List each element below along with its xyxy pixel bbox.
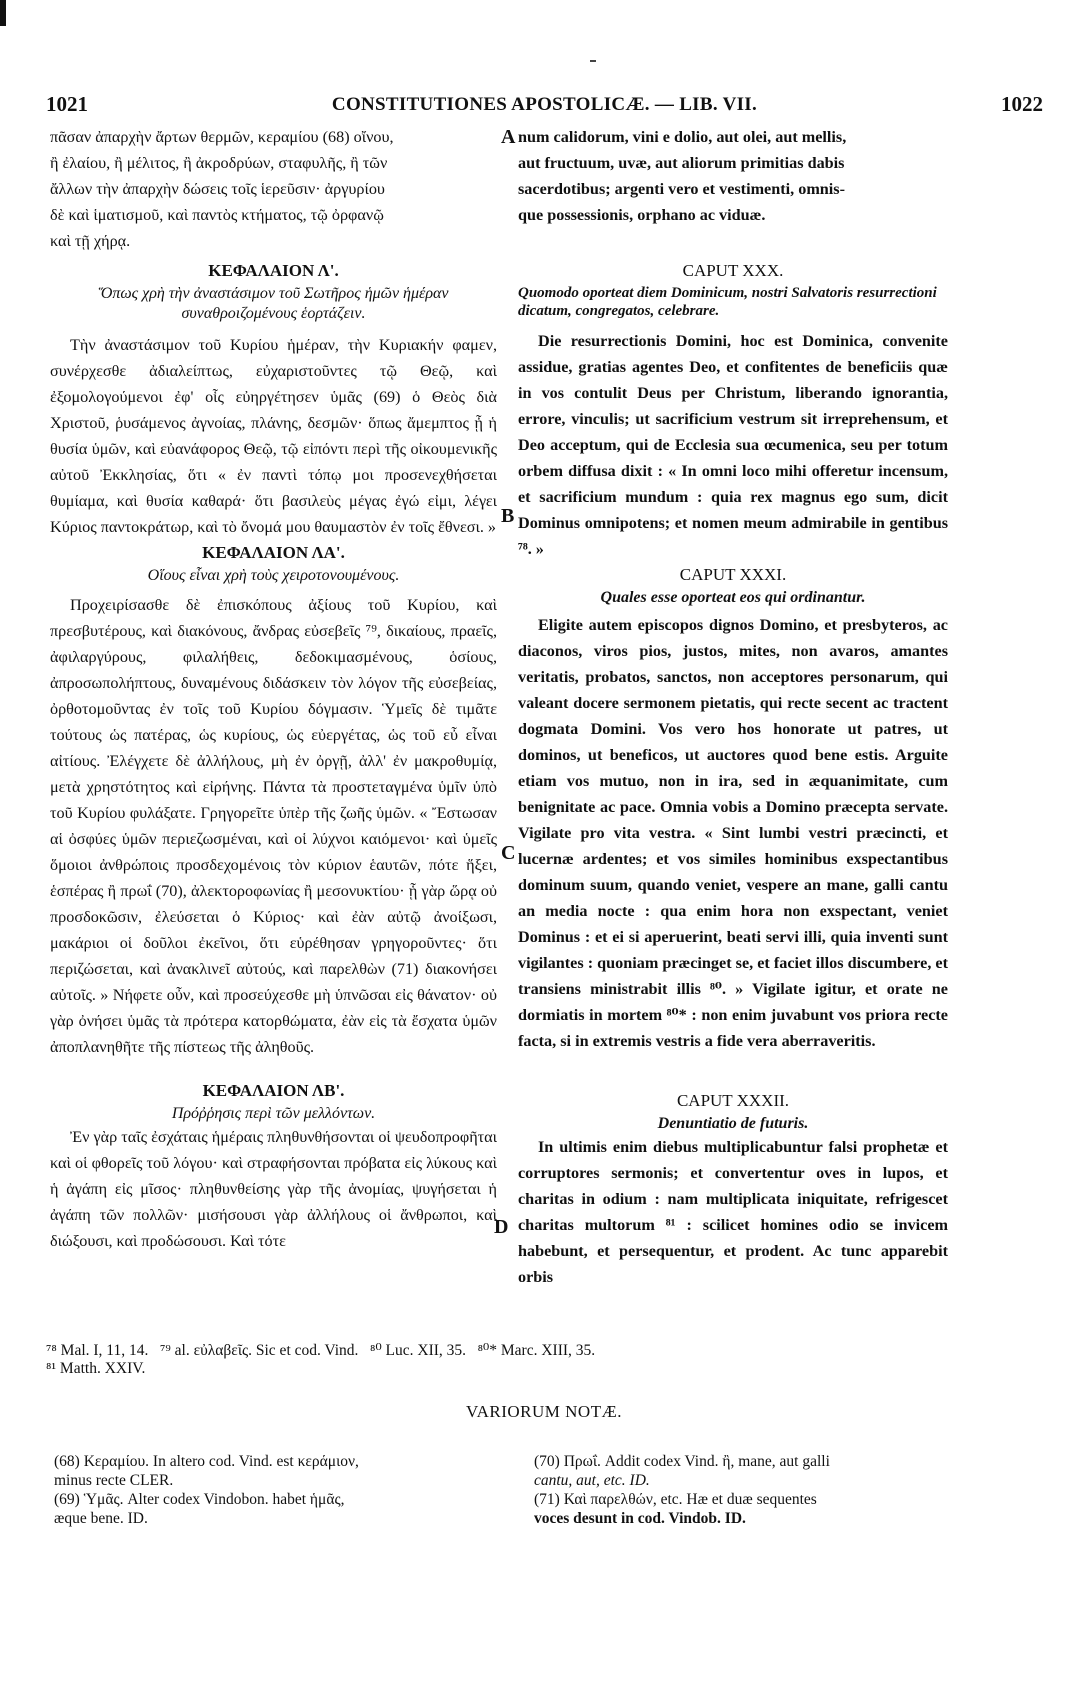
text-line: ἄλλων τὴν ἀπαρχὴν δώσεις τοῖς ἱερεῦσιν· ἀργυρίου — [50, 180, 385, 198]
text-line: que possessionis, orphano ac viduæ. — [518, 206, 766, 224]
margin-mark-d: D — [494, 1216, 509, 1238]
text-line: aut fructuum, uvæ, aut aliorum primitias dabis — [518, 154, 845, 172]
note-line: (70) Πρωΐ. Addit codex Vind. ἢ, mane, aut galli — [534, 1453, 830, 1470]
note-line: (71) Καὶ παρελθών, etc. Hæ et duæ sequentes — [534, 1491, 817, 1508]
chapter-subtitle: Ὅπως χρὴ τὴν ἀναστάσιμον τοῦ Σωτῆρος ἡμῶν ἡμέραν συναθροιζομένους ἑορτάζειν. — [98, 285, 449, 322]
chapter-paragraph: Eligite autem episcopos dignos Domino, et presbyteros, ac diaconos, viros pios, justos, mites, non avaros, amantes veritatis, probatos, sanctos, non acceptores personarum, qui valeant docere sermonem pietatis, qui recte secent ac tractent dogmata Domini. Vos vero hos honorate ut patres, ut dominos, ut beneficos, ut auctores quod bene estis. Arguite etiam vos mutuo, non in ira, sed in æquanimitate, cum benignitate ac pace. Omnia vobis a Domino præcepta servate. Vigilate pro vita vestra. « Sint lumbi vestri præcincti, et lucernæ ardentes; et vos similes hominibus exspectantibus dominum suum, quando veniet, vespere an mane, galli cantu an media nocte : qua enim hora non exspectant, veniet Dominus : et ei si aperuerint, beati servi illi, quia inventi sunt vigilantes : quoniam præcinget se, et faciet illos discumbere, et transiens ministrabit illis ⁸⁰. » Vigilate igitur, et orate ne dormiatis in mortem ⁸⁰* : non enim juvabunt vos priora recte facta, si in extremis vestris a fide vera aberraveritis. — [518, 616, 948, 1050]
chapter-heading: ΚΕΦΑΛΑΙΟΝ Λ'. — [208, 261, 339, 280]
note-line: æque bene. ID. — [54, 1510, 148, 1527]
chapter-paragraph: Die resurrectionis Domini, hoc est Dominica, convenite assidue, gratias agentes Deo, et confitentes de beneficiis quæ in vos contulit Deus per Christum, liberando ignorantia, errore, vinculis; ut sacrificium vestrum sit irreprehensum, et Deo acceptum, qui de Ecclesia sua œcumenica, seu per totum orbem diffusa dixit : « In omni loco mihi offeretur incensum, et sacrificium mundum : quia rex magnus ego sum, dicit Dominus omnipotens; et nomen meum admirabile in gentibus ⁷⁸. » — [518, 332, 948, 558]
footnote-line: ⁸¹ Matth. XXIV. — [46, 1360, 146, 1377]
variorum-notes-right — [534, 1452, 830, 1528]
latin-intro — [518, 124, 948, 228]
latin-column — [518, 124, 948, 1290]
chapter-heading: CAPUT XXX. — [682, 261, 784, 280]
chapter-paragraph: In ultimis enim diebus multiplicabuntur falsi prophetæ et corruptores sermonis; et convertentur oves in lupos, et charitas in odium : nam multiplicata iniquitate, refrigescet charitas multorum ⁸¹ : scilicet homines odio se invicem habebunt, et persequentur, et prodent. Ac tunc apparebit orbis — [518, 1138, 948, 1286]
page-number-right: 1022 — [1001, 92, 1043, 116]
chapter-heading: ΚΕΦΑΛΑΙΟΝ ΛΒ'. — [202, 1081, 345, 1100]
greek-intro — [50, 124, 497, 254]
margin-mark-a: A — [501, 126, 516, 148]
chapter-heading: CAPUT XXXI. — [679, 565, 787, 584]
margin-mark-c: C — [501, 842, 516, 864]
chapter-paragraph: Ἐν γὰρ ταῖς ἐσχάταις ἡμέραις πληθυνθήσονται οἱ ψευδοπροφῆται καὶ οἱ φθορεῖς τοῦ λόγου· καὶ στραφήσονται πρόβατα εἰς λύκους καὶ ἡ ἀγάπη εἰς μῖσος· πληθυνθείσης γὰρ τῆς ἀνομίας, ψυγήσεται ἡ ἀγάπη τῶν πολλῶν· μισήσουσι γὰρ ἀλλήλους οἱ ἄνθρωποι, καὶ διώξουσι, καὶ προδώσουσι. Καὶ τότε — [50, 1128, 497, 1250]
text-line: ἢ ἐλαίου, ἢ μέλιτος, ἢ ἀκροδρύων, σταφυλῆς, ἢ τῶν — [50, 154, 388, 172]
note-line: (69) Ὑμᾶς. Alter codex Vindobon. habet ἡμᾶς, — [54, 1491, 345, 1508]
chapter-subtitle: Πρόῤῥησις περὶ τῶν μελλόντων. — [171, 1105, 376, 1122]
chapter-paragraph: Τὴν ἀναστάσιμον τοῦ Κυρίου ἡμέραν, τὴν Κυριακήν φαμεν, συνέρχεσθε ἀδιαλείπτως, εὐχαριστοῦντες τῷ Θεῷ, καὶ ἐξομολογούμενοι ἐφ' οἷς εὐηργέτησεν ὑμᾶς (69) ὁ Θεὸς διὰ Χριστοῦ, ῥυσάμενος ἀγνοίας, πλάνης, δεσμῶν· ὅπως ἄμεμπτος ᾖ ἡ θυσία ὑμῶν, καὶ εὐανάφορος Θεῷ, τῷ εἰπόντι περὶ τῆς οἰκουμενικῆς αὐτοῦ Ἐκκλησίας, ὅτι « ἐν παντὶ τόπῳ μοι προσενεχθήσεται θυμίαμα, καὶ θυσία καθαρά· ὅτι βασιλεὺς μέγας ἐγώ εἰμι, λέγει Κύριος παντοκράτωρ, καὶ τὸ ὄνομά μου θαυμαστὸν ἐν τοῖς ἔθνεσι. » — [50, 336, 497, 536]
chapter-heading: ΚΕΦΑΛΑΙΟΝ ΛΑ'. — [202, 543, 345, 562]
text-line: καὶ τῇ χήρᾳ. — [50, 232, 131, 250]
note-line: cantu, aut, etc. ID. — [534, 1472, 650, 1489]
top-dash — [590, 60, 596, 62]
running-header — [46, 92, 1043, 122]
note-line: voces desunt in cod. Vindob. ID. — [534, 1510, 746, 1527]
page-number-left: 1021 — [46, 92, 88, 116]
chapter-subtitle: Quales esse oporteat eos qui ordinantur. — [600, 589, 866, 606]
text-line: δὲ καὶ ἱματισμοῦ, καὶ παντὸς κτήματος, τῷ ὀρφανῷ — [50, 206, 384, 224]
chapter-paragraph: Προχειρίσασθε δὲ ἐπισκόπους ἀξίους τοῦ Κυρίου, καὶ πρεσβυτέρους, καὶ διακόνους, ἄνδρας εὐσεβεῖς ⁷⁹, δικαίους, πραεῖς, ἀφιλαργύρους, φιλαλήθεις, δεδοκιμασμένους, ὁσίους, ἀπροσωπολήπτους, δυναμένους διδάσκειν τὸν λόγον τῆς εὐσεβείας, ὀρθοτομοῦντας ἐν τοῖς τοῦ Κυρίου δόγμασιν. Ὑμεῖς δὲ τιμᾶτε τούτους ὡς πατέρας, ὡς κυρίους, ὡς εὐεργέτας, ὡς τοῦ εὖ εἶναι αἰτίους. Ἐλέγχετε δὲ ἀλλήλους, μὴ ἐν ὀργῇ, ἀλλ' ἐν μακροθυμίᾳ, μετὰ χρηστότητος καὶ εἰρήνης. Πάντα τὰ προστεταγμένα ὑμῖν ὑπὸ τοῦ Κυρίου φυλάξατε. Γρηγορεῖτε ὑπὲρ τῆς ζωῆς ὑμῶν. « Ἔστωσαν αἱ ὀσφύες ὑμῶν περιεζωσμέναι, καὶ οἱ λύχνοι καιόμενοι· καὶ ὑμεῖς ὅμοιοι ἀνθρώποις προσδεχομένοις τὸν κύριον ἑαυτῶν, πότε ἥξει, ἑσπέρας ἢ πρωΐ (70), ἀλεκτοροφωνίας ἢ μεσονυκτίου· ᾗ γὰρ ὥρᾳ οὐ προσδοκῶσιν, ἐλεύσεται ὁ Κύριος· καὶ ἐὰν αὐτῷ ἀνοίξωσι, μακάριοι οἱ δοῦλοι ἐκεῖνοι, ὅτι εὑρέθησαν γρηγοροῦντες· ὅτι περιζώσεται, καὶ ἀνακλινεῖ αὐτούς, καὶ παρελθὼν (71) διακονήσει αὐτοῖς. » Νήφετε οὖν, καὶ προσεύχεσθε μὴ ὑπνῶσαι εἰς θάνατον· οὐ γὰρ ὀνήσει ὑμᾶς τὰ πρότερα κατορθώματα, ἐὰν εἰς τὰ ἔσχατα ὑμῶν ἀποπλανηθῆτε τῆς πίστεως τῆς ἀληθοῦς. — [50, 596, 497, 1056]
variorum-notes-left — [54, 1452, 359, 1528]
note-line: minus recte CLER. — [54, 1472, 174, 1489]
chapter-subtitle: Quomodo oporteat diem Dominicum, nostri Salvatoris resurrectioni dicatum, congregatos, celebrare. — [518, 285, 937, 319]
text-line: πᾶσαν ἀπαρχὴν ἄρτων θερμῶν, κεραμίου (68) οἴνου, — [50, 128, 394, 146]
chapter-subtitle: Οἵους εἶναι χρὴ τοὺς χειροτονουμένους. — [147, 567, 400, 584]
text-line: sacerdotibus; argenti vero et vestimenti, omnis- — [518, 180, 845, 198]
variorum-heading: VARIORUM NOTÆ. — [466, 1402, 622, 1421]
chapter-subtitle: Denuntiatio de futuris. — [657, 1115, 809, 1132]
scan-edge-mark — [0, 0, 6, 26]
chapter-heading: CAPUT XXXII. — [676, 1091, 790, 1110]
greek-column — [50, 124, 497, 1254]
running-title: CONSTITUTIONES APOSTOLICÆ. — LIB. VII. — [331, 94, 758, 115]
margin-mark-b: B — [501, 505, 515, 527]
footnote-line: ⁷⁸ Mal. I, 11, 14. ⁷⁹ al. εὐλαβεῖς. Sic et cod. Vind. ⁸⁰ Luc. XII, 35. ⁸⁰* Marc. XIII, 35. — [46, 1342, 596, 1359]
note-line: (68) Κεραμίου. In altero cod. Vind. est κεράμιον, — [54, 1453, 359, 1470]
text-line: num calidorum, vini e dolio, aut olei, aut mellis, — [518, 128, 847, 146]
